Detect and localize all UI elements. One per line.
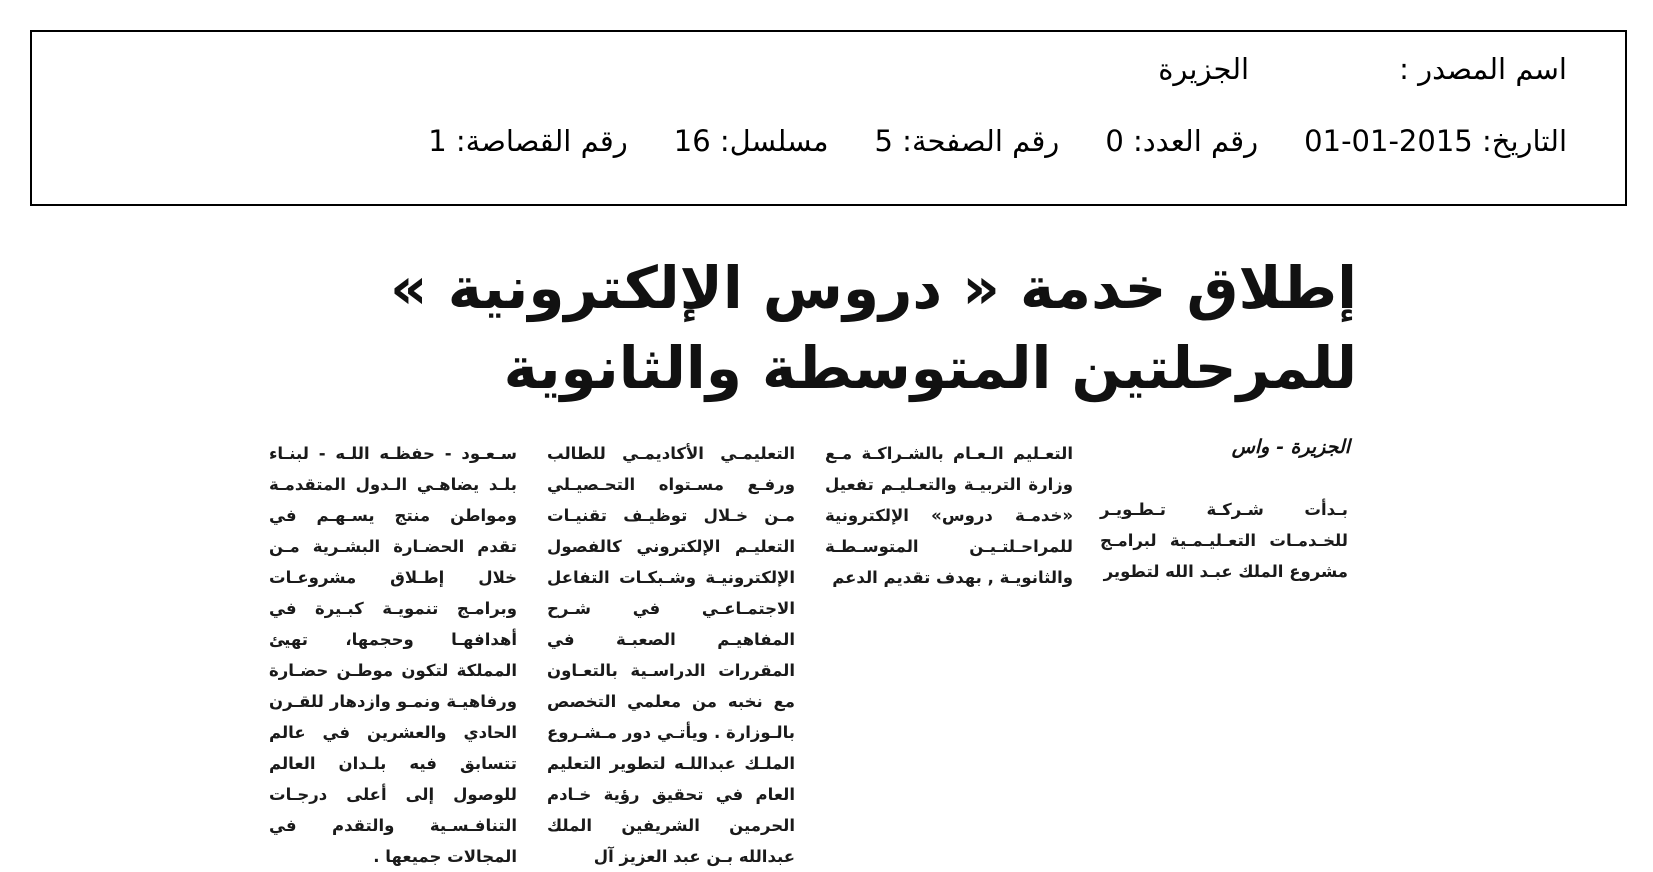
- issue-number-field: رقم العدد: 0: [1105, 124, 1259, 158]
- article-column-3: التعليمـي الأكاديمـي للطالب ورفـع مسـتواه التحـصيـلي مـن خـلال توظيـف تقنيـات التعليـم الإلكتروني كالفصول الإلكترونيـة وشـبكـات التفاعل الاجتمـاعـي في شـرح المفاهيـم الصعبـة في المقررات الدراسـية بالتعـاون مع نخبه من معلمي التخصص بالـوزارة . ويأتـي دور مـشـروع الملـك عبداللـه لتطوير التعليم العام في تحقيق رؤية خـادم الحرمين الشريفين الملك عبدالله بـن عبد العزيز آل: [547, 444, 795, 866]
- source-value: الجزيرة: [1158, 52, 1250, 86]
- date-field: التاريخ: 2015-01-01: [1304, 124, 1567, 158]
- page-number-field: رقم الصفحة: 5: [874, 124, 1060, 158]
- metadata-box: [30, 30, 1627, 206]
- serial-field: مسلسل: 16: [673, 124, 829, 158]
- source-line: [1158, 52, 1567, 86]
- article-column-4: سـعـود - حفظـه اللـه - لبنـاء بلـد يضاهـي الـدول المتقدمـة ومواطن منتج يسـهـم في تقدم الحضـارة البشـرية مـن خلال إطـلاق مشروعـات وبرامـج تنمويـة كبـيرة في أهدافهـا وحجمها، تهيئ المملكة لتكون موطـن حضـارة ورفاهيـة ونمـو وازدهار للقـرن الحادي والعشرين في عالم تتسابق فيه بلـدان العالم للوصول إلى أعلى درجـات التنافـسـية والتقدم في المجالات جميعها .: [269, 444, 517, 866]
- details-line: [428, 124, 1567, 158]
- clip-number-field: رقم القصاصة: 1: [428, 124, 628, 158]
- article-headline: إطلاق خدمة « دروس الإلكترونية » للمرحلتين المتوسطة والثانوية: [390, 254, 1357, 402]
- source-label: اسم المصدر :: [1399, 52, 1567, 86]
- article-column-1: بـدأت شـركـة تـطـويـر للخـدمـات التعـليـمـية لبرامـج مشروع الملك عبـد الله لتطوير: [1100, 500, 1348, 581]
- article-dateline: الجزيرة - واس: [1231, 436, 1350, 458]
- article-column-2: التعـليم الـعـام بالشـراكـة مـع وزارة التربيـة والتعـليـم تفعيل «خدمـة دروس» الإلكترونية للمراحـلتـيـن المتوسـطـة والثانويـة , بهدف تقديم الدعم: [825, 444, 1073, 587]
